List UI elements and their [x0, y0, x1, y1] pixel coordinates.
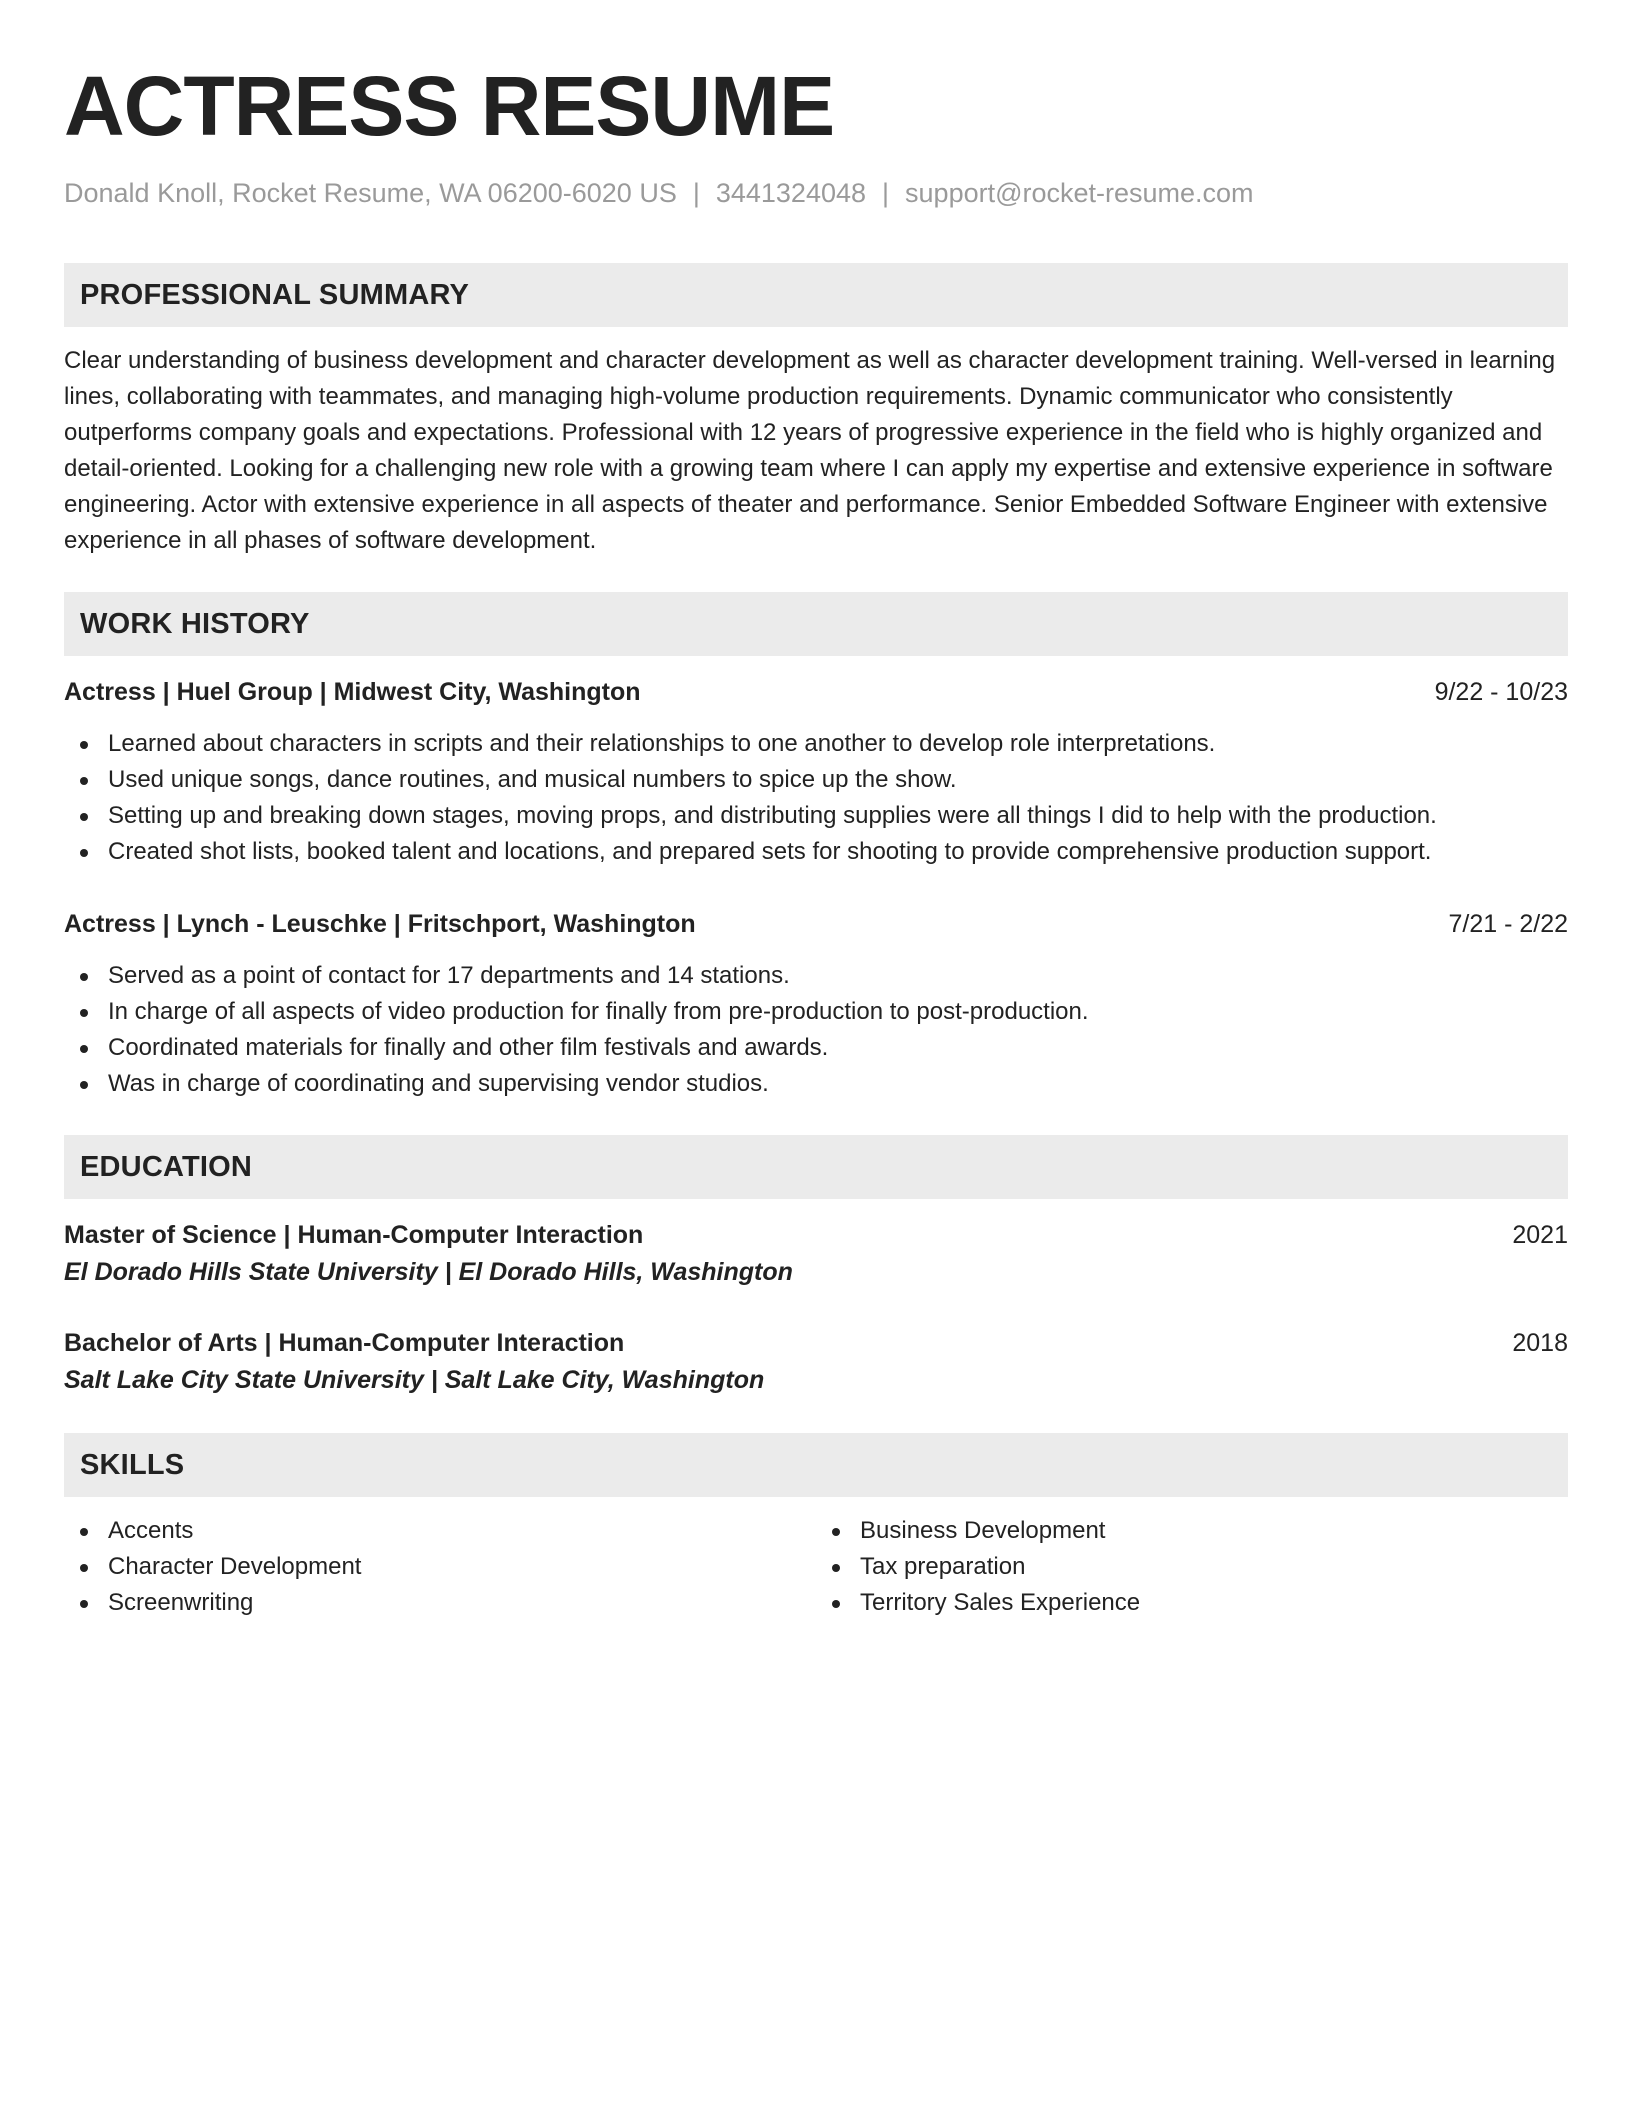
skill-item: Character Development: [108, 1549, 816, 1585]
skills-list-left: [64, 1513, 816, 1621]
education-entry: [64, 1217, 1568, 1291]
section-header-summary: PROFESSIONAL SUMMARY: [64, 263, 1568, 327]
resume-title: ACTRESS RESUME: [64, 59, 835, 153]
section-header-education: EDUCATION: [64, 1135, 1568, 1199]
job-heading-row: [64, 906, 1568, 942]
job-bullet: Created shot lists, booked talent and locations, and prepared sets for shooting to provide comprehensive production support.: [108, 834, 1568, 870]
education-entry: [64, 1325, 1568, 1399]
contact-phone: 3441324048: [715, 178, 867, 208]
contact-separator: |: [692, 178, 700, 208]
job-bullet: In charge of all aspects of video production for finally from pre-production to post-production.: [108, 994, 1568, 1030]
education-year: 2018: [1512, 1329, 1568, 1357]
summary-text: Clear understanding of business development and character development as well as character development training. Well-versed in learning lines, collaborating with teammates, and managing high-volume production requirements. Dynamic communicator who consistently outperforms company goals and expectations. Professional with 12 years of progressive experience in the field who is highly organized and detail-oriented. Looking for a challenging new role with a growing team where I can apply my expertise and extensive experience in software engineering. Actor with extensive experience in all aspects of theater and performance. Senior Embedded Software Engineer with extensive experience in all phases of software development.: [64, 347, 1556, 554]
job-heading-row: [64, 674, 1568, 710]
contact-separator: |: [882, 178, 890, 208]
job-bullet: Served as a point of contact for 17 departments and 14 stations.: [108, 958, 1568, 994]
education-heading-row: [64, 1217, 1568, 1253]
job-bullet: Used unique songs, dance routines, and musical numbers to spice up the show.: [108, 762, 1568, 798]
contact-email: support@rocket-resume.com: [905, 178, 1254, 208]
section-header-skills: SKILLS: [64, 1433, 1568, 1497]
job-bullet-list: [64, 726, 1568, 870]
education-year: 2021: [1512, 1221, 1568, 1249]
job-title: Actress | Huel Group | Midwest City, Washington: [64, 678, 641, 706]
job-title: Actress | Lynch - Leuschke | Fritschport, Washington: [64, 910, 696, 938]
skills-list-right: [816, 1513, 1568, 1621]
job-dates: 9/22 - 10/23: [1434, 678, 1568, 706]
skill-item: Accents: [108, 1513, 816, 1549]
job-dates: 7/21 - 2/22: [1448, 910, 1568, 938]
skill-item: Tax preparation: [860, 1549, 1568, 1585]
job-bullet: Setting up and breaking down stages, moving props, and distributing supplies were all things I did to help with the production.: [108, 798, 1568, 834]
education-degree: Master of Science | Human-Computer Interaction: [64, 1221, 644, 1249]
contact-line: [64, 176, 1568, 210]
education-school: El Dorado Hills State University | El Dorado Hills, Washington: [64, 1258, 793, 1286]
job-entry: [64, 674, 1568, 870]
job-bullet-list: [64, 958, 1568, 1102]
skill-item: Screenwriting: [108, 1585, 816, 1621]
skills-grid: [64, 1513, 1568, 1621]
education-degree: Bachelor of Arts | Human-Computer Interaction: [64, 1329, 625, 1357]
job-bullet: Coordinated materials for finally and other film festivals and awards.: [108, 1030, 1568, 1066]
section-header-work-history: WORK HISTORY: [64, 592, 1568, 656]
contact-address: Donald Knoll, Rocket Resume, WA 06200-6020 US: [64, 178, 677, 208]
education-school: Salt Lake City State University | Salt Lake City, Washington: [64, 1366, 765, 1394]
education-heading-row: [64, 1325, 1568, 1361]
job-bullet: Learned about characters in scripts and their relationships to one another to develop role interpretations.: [108, 726, 1568, 762]
job-bullet: Was in charge of coordinating and supervising vendor studios.: [108, 1066, 1568, 1102]
skill-item: Territory Sales Experience: [860, 1585, 1568, 1621]
job-entry: [64, 906, 1568, 1102]
skill-item: Business Development: [860, 1513, 1568, 1549]
